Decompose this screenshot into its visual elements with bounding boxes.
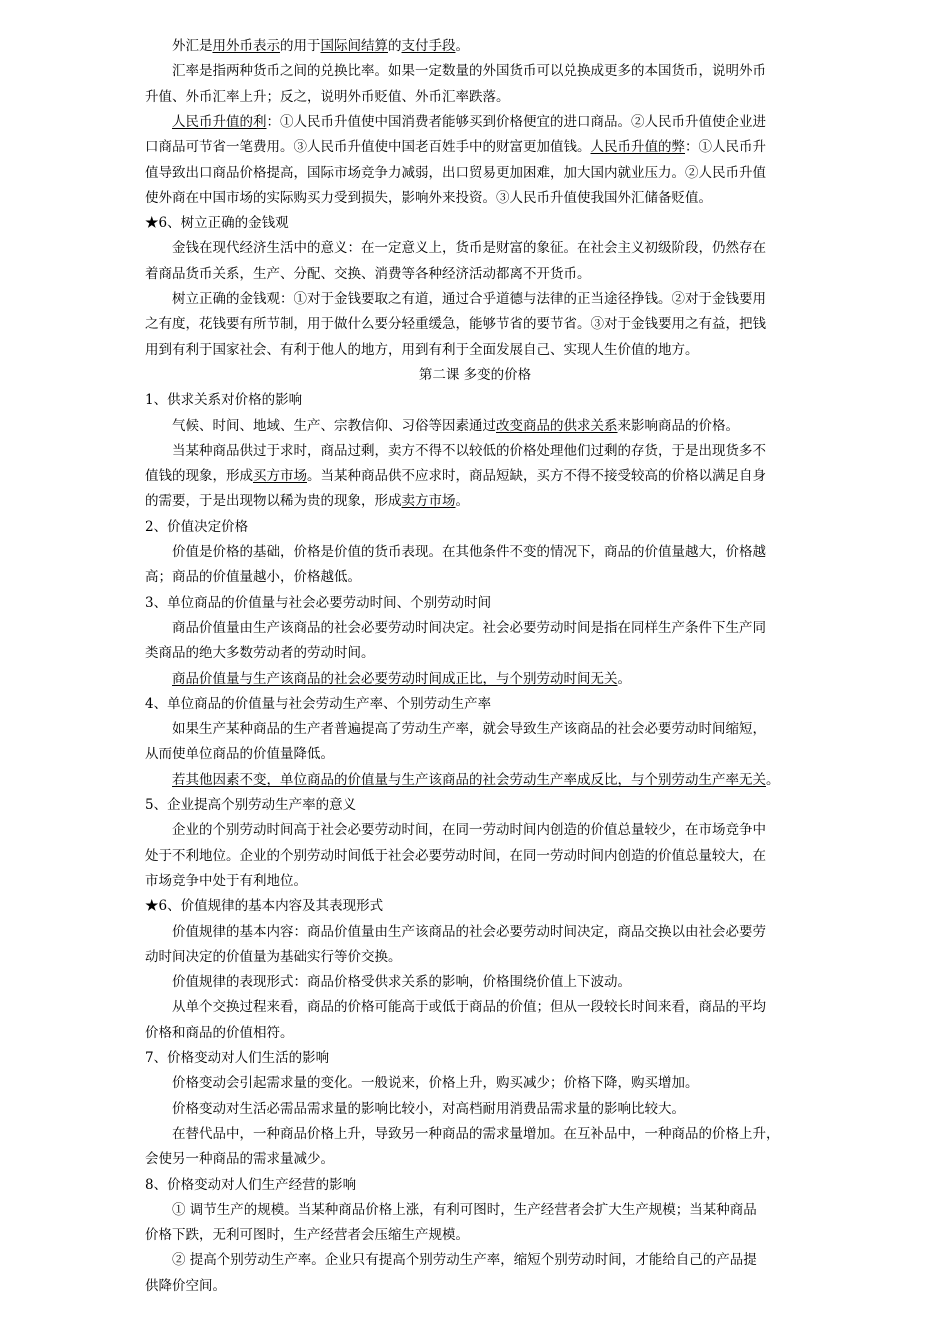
text-segment: 如果生产某种商品的生产者普遍提高了劳动生产率，就会导致生产该商品的社会必要劳动时间缩短， [172, 721, 766, 738]
text-line [172, 972, 631, 992]
text-segment: 供降价空间。 [145, 1277, 226, 1294]
text-line [145, 163, 766, 183]
text-segment: 4、单位商品的价值量与社会劳动生产率、个别劳动生产率 [145, 695, 492, 712]
text-line [145, 643, 375, 663]
underlined-text: 人民币升值的弊 [590, 139, 685, 156]
underlined-text: 人民币升值的利 [172, 113, 267, 130]
text-segment: 金钱在现代经济生活中的意义：在一定意义上，货币是财富的象征。在社会主义初级阶段，仍然存在 [172, 240, 766, 257]
underlined-text: 用外币表示 [212, 38, 280, 54]
text-line [172, 112, 766, 132]
text-segment: 之有度，花钱要有所节制，用于做什么要分轻重缓急，能够节省的要节省。③对于金钱要用之有益，把钱 [145, 316, 766, 333]
text-segment: 的 [388, 38, 402, 54]
text-line [172, 618, 766, 638]
text-segment: 商品价值量由生产该商品的社会必要劳动时间决定。社会必要劳动时间是指在同样生产条件下生产同 [172, 619, 766, 636]
text-line [145, 1225, 469, 1245]
text-segment: 气候、时间、地域、生产、宗教信仰、习俗等因素通过 [172, 417, 496, 434]
text-line [145, 314, 766, 334]
text-line [172, 719, 766, 739]
text-segment: 使外商在中国市场的实际购买力受到损失，影响外来投资。③人民币升值使我国外汇储备贬值。 [145, 189, 712, 206]
text-segment: 价值规律的表现形式：商品价格受供求关系的影响，价格围绕价值上下波动。 [172, 974, 631, 991]
text-segment: 动时间决定的价值量为基础实行等价交换。 [145, 948, 402, 965]
text-segment: 。 [766, 771, 780, 788]
text-line [145, 1048, 329, 1068]
text-line [172, 416, 739, 436]
text-segment: 1、供求关系对价格的影响 [145, 392, 303, 409]
text-segment: 价格变动对生活必需品需求量的影响比较小，对高档耐用消费品需求量的影响比较大。 [172, 1100, 685, 1117]
text-segment: ：①人民币升 [685, 139, 766, 156]
text-segment: ：①人民币升值使中国消费者能够买到价格便宜的进口商品。②人民币升值使企业进 [266, 113, 766, 130]
text-segment: 。 [455, 493, 469, 510]
text-line [145, 213, 289, 233]
text-segment: 用到有利于国家社会、有利于他人的地方，用到有利于全面发展自己、实现人生价值的地方。 [145, 341, 699, 358]
text-segment: 7、价格变动对人们生活的影响 [145, 1050, 330, 1066]
text-segment: 升值、外币汇率上升；反之，说明外币贬值、外币汇率跌落。 [145, 88, 510, 105]
text-line [172, 36, 469, 56]
text-line [145, 137, 766, 157]
underlined-text: 改变商品的供求关系 [496, 417, 618, 434]
text-segment: 值钱的现象，形成 [145, 468, 253, 485]
text-segment: 。 [455, 38, 469, 54]
underlined-text: 国际间结算 [320, 38, 388, 54]
text-segment: 着商品货币关系，生产、分配、交换、消费等各种经济活动都离不开货币。 [145, 265, 591, 282]
text-segment: ② 提高个别劳动生产率。企业只有提高个别劳动生产率，缩短个别劳动时间，才能给自己的产品提 [172, 1252, 757, 1269]
text-segment: 企业的个别劳动时间高于社会必要劳动时间，在同一劳动时间内创造的价值总量较少，在市场竞争中 [172, 822, 766, 839]
text-segment: 汇率是指两种货币之间的兑换比率。如果一定数量的外国货币可以兑换成更多的本国货币，说明外币 [172, 63, 766, 80]
text-segment: 的需要，于是出现物以稀为贵的现象，形成 [145, 493, 402, 510]
text-line [172, 1124, 780, 1144]
text-line [172, 997, 766, 1017]
text-segment: 口商品可节省一笔费用。③人民币升值使中国老百姓手中的财富更加值钱。 [145, 139, 591, 156]
text-line [145, 567, 361, 587]
text-segment: 的用于 [280, 38, 321, 54]
underlined-text: 买方市场 [253, 468, 307, 485]
text-line [172, 1200, 757, 1220]
text-line [172, 1250, 757, 1270]
text-line [172, 820, 766, 840]
text-line [145, 390, 302, 410]
text-line [145, 795, 356, 815]
text-segment: ★6、树立正确的金钱观 [145, 215, 289, 232]
text-line [145, 1149, 334, 1169]
text-segment: ★6、价值规律的基本内容及其表现形式 [145, 898, 384, 915]
text-line [145, 1023, 294, 1043]
text-line [172, 289, 766, 309]
text-line [145, 871, 307, 891]
text-segment: 价格变动会引起需求量的变化。一般说来，价格上升，购买减少；价格下降，购买增加。 [172, 1075, 699, 1092]
text-segment: ① 调节生产的规模。当某种商品价格上涨，有利可图时，生产经营者会扩大生产规模；当某种商品 [172, 1201, 757, 1218]
text-segment: 价值规律的基本内容：商品价值量由生产该商品的社会必要劳动时间决定，商品交换以由社会必要劳 [172, 923, 766, 940]
text-segment: 树立正确的金钱观：①对于金钱要取之有道，通过合乎道德与法律的正当途径挣钱。②对于金钱要用 [172, 291, 766, 307]
text-line [145, 87, 510, 107]
text-line [145, 947, 402, 967]
text-segment: 会使另一种商品的需求量减少。 [145, 1151, 334, 1168]
text-line [172, 441, 766, 461]
text-segment: 价格和商品的价值相符。 [145, 1024, 294, 1041]
text-line [145, 1175, 356, 1195]
text-line [172, 61, 766, 81]
text-segment: 在替代品中，一种商品价格上升，导致另一种商品的需求量增加。在互补品中，一种商品的价格上升， [172, 1125, 780, 1142]
text-segment: 8、价格变动对人们生产经营的影响 [145, 1176, 357, 1193]
text-line [145, 188, 712, 208]
text-line [145, 846, 766, 866]
text-segment: 。当某种商品供不应求时，商品短缺，买方不得不接受较高的价格以满足自身 [307, 468, 766, 485]
underlined-text: 支付手段 [401, 38, 456, 54]
text-line [145, 491, 469, 511]
text-line [145, 744, 334, 764]
text-segment: 处于不利地位。企业的个别劳动时间低于社会必要劳动时间，在同一劳动时间内创造的价值总量较大，在 [145, 847, 766, 864]
text-segment: 值导致出口商品价格提高，国际市场竞争力减弱，出口贸易更加困难，加大国内就业压力。②人民币升值 [145, 164, 766, 181]
text-line [172, 770, 780, 790]
text-segment: 从而使单位商品的价值量降低。 [145, 746, 334, 763]
text-line [145, 264, 591, 284]
text-line [145, 694, 491, 714]
text-line [172, 542, 766, 562]
text-line [145, 896, 383, 916]
text-segment: 2、价值决定价格 [145, 518, 249, 535]
text-segment: 来影响商品的价格。 [617, 417, 739, 434]
text-line [145, 340, 699, 360]
text-segment: 外汇是 [172, 38, 213, 54]
text-line [172, 238, 766, 258]
underlined-text: 卖方市场 [401, 493, 456, 510]
text-segment: 类商品的绝大多数劳动者的劳动时间。 [145, 645, 375, 662]
text-segment: 第二课 多变的价格 [418, 366, 532, 383]
text-line [172, 922, 766, 942]
text-line [145, 517, 248, 537]
text-line [145, 593, 491, 613]
text-segment: 价值是价格的基础，价格是价值的货币表现。在其他条件不变的情况下，商品的价值量越大，价格越 [172, 544, 766, 560]
text-segment: 高；商品的价值量越小，价格越低。 [145, 569, 361, 586]
underlined-text: 若其他因素不变，单位商品的价值量与生产该商品的社会劳动生产率成反比，与个别劳动生产率无关 [172, 771, 766, 788]
section-title [0, 365, 950, 385]
text-segment: 5、企业提高个别劳动生产率的意义 [145, 797, 357, 813]
text-segment: 市场竞争中处于有利地位。 [145, 872, 307, 889]
text-segment: 从单个交换过程来看，商品的价格可能高于或低于商品的价值；但从一段较长时间来看，商品的平均 [172, 999, 766, 1016]
text-segment: 。 [617, 670, 631, 687]
text-line [172, 1099, 685, 1119]
underlined-text: 商品价值量与生产该商品的社会必要劳动时间成正比，与个别劳动时间无关 [172, 670, 618, 687]
text-line [145, 1276, 226, 1296]
text-line [145, 466, 766, 486]
text-segment: 3、单位商品的价值量与社会必要劳动时间、个别劳动时间 [145, 594, 492, 611]
text-line [172, 669, 631, 689]
text-line [172, 1073, 699, 1093]
text-segment: 当某种商品供过于求时，商品过剩，卖方不得不以较低的价格处理他们过剩的存货，于是出现货多不 [172, 442, 766, 459]
text-segment: 价格下跌，无利可图时，生产经营者会压缩生产规模。 [145, 1227, 469, 1244]
